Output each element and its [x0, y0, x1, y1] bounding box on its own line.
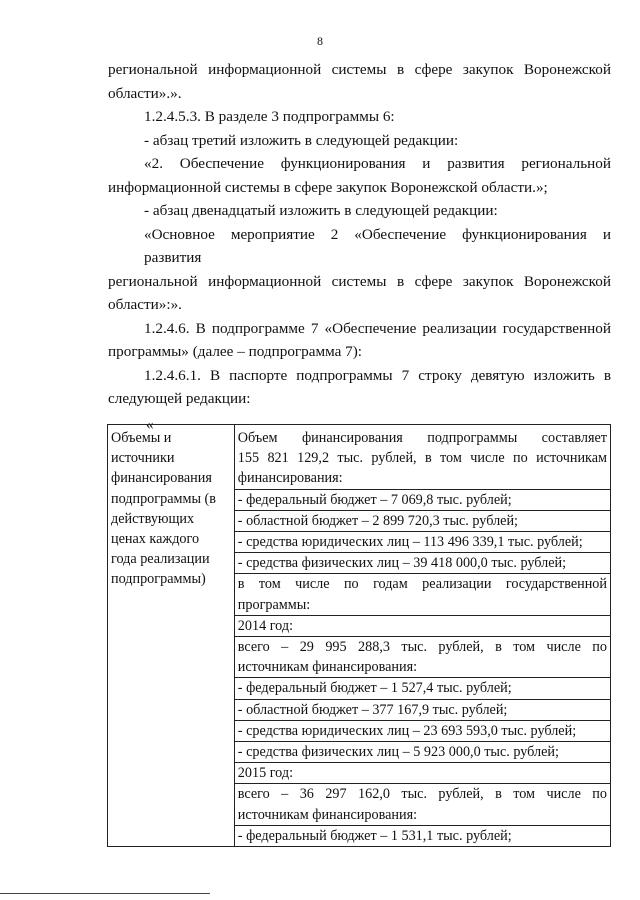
text-line: региональной информационной системы в сфере закупок Воронежской — [108, 61, 611, 78]
cell-line: подпрограммы) — [111, 571, 206, 588]
text-line: 1.2.4.5.3. В разделе 3 подпрограммы 6: — [144, 108, 395, 125]
footer-divider — [0, 893, 210, 894]
table-row — [108, 425, 611, 847]
value-row — [235, 784, 610, 825]
paragraph — [108, 129, 611, 153]
value-row: - средства юридических лиц – 113 496 339,1 тыс. рублей; — [235, 532, 610, 553]
cell-line: Объемы и — [111, 430, 172, 446]
text-line: программы» (далее – подпрограмма 7): — [108, 343, 363, 360]
paragraph — [108, 152, 611, 199]
value-row: - средства физических лиц – 39 418 000,0 тыс. рублей; — [235, 553, 610, 574]
cell-line: программы: — [237, 596, 311, 613]
opening-quote: « — [146, 415, 154, 433]
cell-line: источникам финансирования: — [237, 659, 418, 676]
cell-line: года реализации — [111, 551, 210, 568]
value-row: - средства физических лиц – 5 923 000,0 тыс. рублей; — [235, 742, 610, 763]
cell-line: всего – 36 297 162,0 тыс. рублей, в том числе по — [237, 786, 607, 803]
cell-line: подпрограммы (в — [111, 490, 216, 507]
value-row: - федеральный бюджет – 7 069,8 тыс. рублей; — [235, 490, 610, 511]
text-line: 1.2.4.6.1. В паспорте подпрограммы 7 строку девятую изложить в — [144, 366, 611, 384]
text-line: региональной информационной системы в сфере закупок Воронежской — [108, 272, 611, 290]
value-row — [235, 428, 610, 490]
cell-line: источники — [111, 450, 175, 467]
value-row: - средства юридических лиц – 23 693 593,0 тыс. рублей; — [235, 721, 610, 742]
text-line: - абзац двенадцатый изложить в следующей редакции: — [144, 202, 498, 219]
paragraph — [108, 105, 611, 129]
document-body — [108, 58, 611, 436]
text-line: следующей редакции: — [108, 390, 251, 407]
text-line: области».». — [108, 84, 182, 102]
value-row: - федеральный бюджет – 1 531,1 тыс. рублей; — [237, 827, 512, 844]
paragraph — [108, 364, 611, 411]
financing-table — [107, 424, 611, 847]
cell-line: в том числе по годам реализации государственной — [237, 576, 607, 593]
text-line: информационной системы в сфере закупок Воронежской области.»; — [108, 178, 548, 196]
text-line: «Основное мероприятие 2 «Обеспечение функционирования и развития — [144, 225, 611, 266]
value-row: - федеральный бюджет – 1 527,4 тыс. рублей; — [235, 678, 610, 699]
cell-line: финансирования: — [237, 470, 343, 487]
cell-line: действующих — [111, 510, 195, 527]
cell-line: финансирования — [111, 470, 212, 487]
text-line: «2. Обеспечение функционирования и развития региональной — [144, 155, 611, 172]
value-row: 2015 год: — [235, 763, 610, 784]
table-cell-value — [234, 425, 610, 847]
value-row — [235, 574, 610, 615]
paragraph — [108, 199, 611, 223]
text-line: 1.2.4.6. В подпрограмме 7 «Обеспечение реализации государственной — [144, 319, 611, 337]
cell-line: источникам финансирования: — [237, 806, 418, 823]
text-line: области»:». — [108, 296, 182, 313]
paragraph — [108, 58, 611, 105]
paragraph — [108, 223, 611, 317]
paragraph — [108, 317, 611, 364]
cell-line: 155 821 129,2 тыс. рублей, в том числе по источникам — [237, 450, 607, 467]
value-row: - областной бюджет – 377 167,9 тыс. рублей; — [235, 700, 610, 721]
cell-line: ценах каждого — [111, 531, 200, 548]
page-number: 8 — [317, 34, 323, 48]
value-row: 2014 год: — [235, 616, 610, 637]
cell-line: Объем финансирования подпрограммы составляет — [237, 430, 607, 446]
text-line: - абзац третий изложить в следующей редакции: — [144, 131, 459, 149]
value-row — [235, 637, 610, 678]
cell-line: всего – 29 995 288,3 тыс. рублей, в том числе по — [237, 639, 607, 656]
value-row: - областной бюджет – 2 899 720,3 тыс. рублей; — [235, 511, 610, 532]
table-cell-label — [108, 425, 235, 847]
